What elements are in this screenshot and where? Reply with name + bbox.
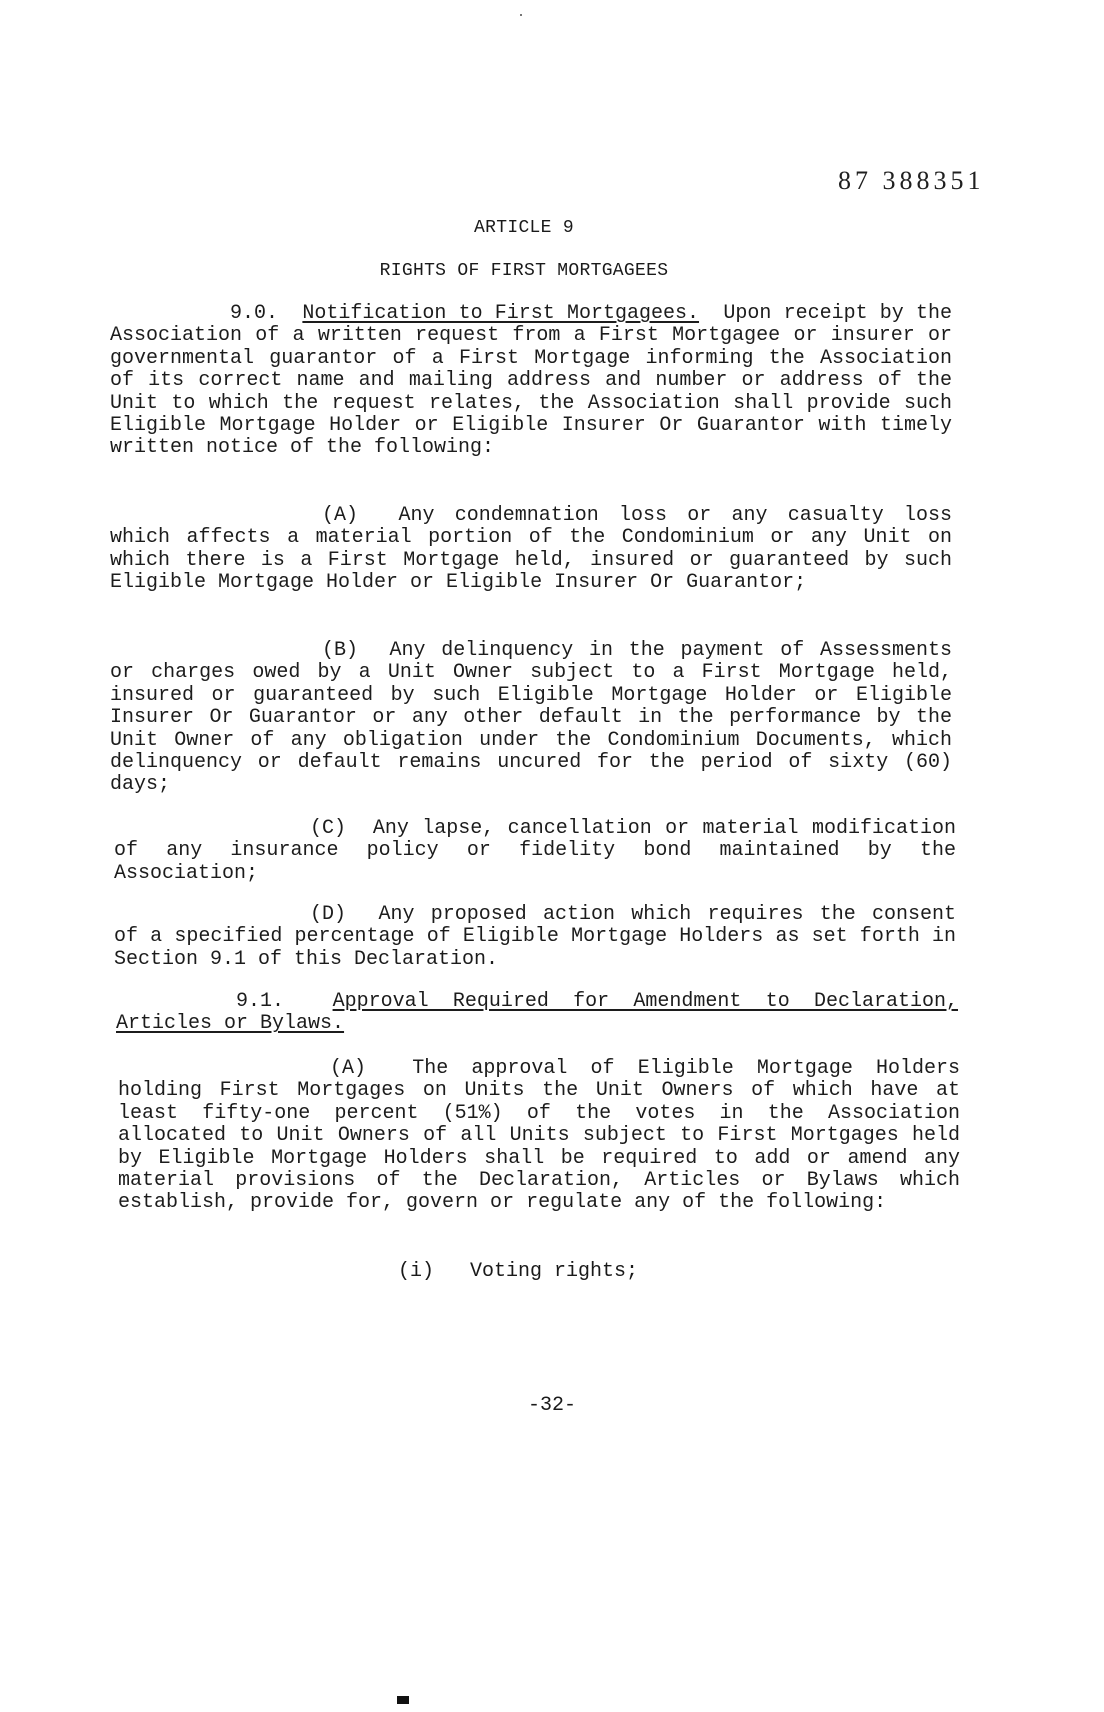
item-text: Any proposed action which requires the consent of a specified percentage of Eligible Mortgage Holders as set forth in Section 9.1 of this Declaration. <box>114 903 956 971</box>
scan-speck <box>520 14 522 16</box>
section-body: Upon receipt by the Association of a written request from a First Mortgagee or insurer or governmental guarantor of a First Mortgage informing the Association of its correct name and mailing address and number or address of the Unit to which the request relates, the Association shall provide such Eligible Mortgage Holder or Eligible Insurer Or Guarantor with timely written notice of the following: <box>110 302 952 460</box>
item-c-paragraph <box>114 818 956 885</box>
article-heading: ARTICLE 9 <box>474 218 574 238</box>
section-number: 9.1. <box>236 990 285 1013</box>
scan-mark <box>397 1696 409 1704</box>
item-label: (A) <box>322 504 359 527</box>
section-number: 9.0. <box>230 302 279 325</box>
section-9-1-heading-paragraph <box>116 991 958 1036</box>
section-9-1-item-a-paragraph <box>118 1058 960 1215</box>
item-label: (C) <box>310 817 347 840</box>
section-heading: Approval Required for Amendment to Declaration, Articles or Bylaws. <box>116 990 958 1036</box>
subitem-label: (i) <box>398 1260 435 1283</box>
item-text: Any condemnation loss or any casualty loss which affects a material portion of the Condominium or any Unit on which there is a First Mortgage held, insured or guaranteed by such Eligible Mortgage Holder or Eligible Insurer Or Guarantor; <box>110 504 952 595</box>
subitem-voting-rights <box>398 1260 638 1283</box>
page-number: -32- <box>527 1394 576 1417</box>
item-b-paragraph <box>110 640 952 797</box>
item-text: The approval of Eligible Mortgage Holders holding First Mortgages on Units the Unit Owners of which have at least fifty-one percent (51%) of the votes in the Association allocated to Unit Owners of all Units subject to First Mortgages held by Eligible Mortgage Holders shall be required to add or amend any material provisions of the Declaration, Articles or Bylaws which establish, provide for, govern or regulate any of the following: <box>118 1057 960 1215</box>
section-heading: Notification to First Mortgagees. <box>302 302 700 325</box>
item-label: (D) <box>310 903 347 926</box>
article-title: RIGHTS OF FIRST MORTGAGEES <box>379 261 669 281</box>
item-text: Any delinquency in the payment of Assessments or charges owed by a Unit Owner subject to a First Mortgage held, insured or guaranteed by such Eligible Mortgage Holder or Eligible Insurer Or Guarantor or any other default in the performance by the Unit Owner of any obligation under the Condominium Documents, which delinquency or default remains uncured for the period of sixty (60) days; <box>110 639 952 797</box>
subitem-text: Voting rights; <box>470 1260 639 1283</box>
item-text: Any lapse, cancellation or material modification of any insurance policy or fidelity bond maintained by the Association; <box>114 817 956 885</box>
section-9-0-paragraph <box>110 303 952 460</box>
item-label: (A) <box>330 1057 367 1080</box>
item-a-paragraph <box>110 505 952 595</box>
item-label: (B) <box>322 639 359 662</box>
record-number: 87 388351 <box>838 166 985 195</box>
item-d-paragraph <box>114 904 956 971</box>
